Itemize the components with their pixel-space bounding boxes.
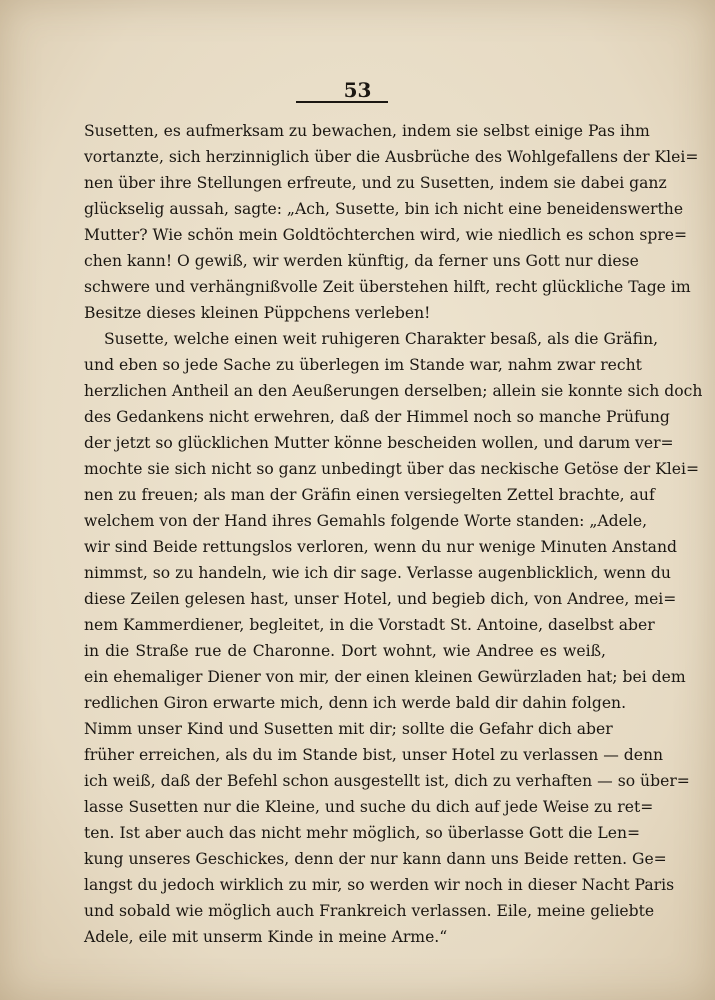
text-line: herzlichen Antheil an den Aeußerungen derselben; allein sie konnte sich doch xyxy=(84,382,703,400)
text-line: früher erreichen, als du im Stande bist, unser Hotel zu verlassen — denn xyxy=(84,746,664,764)
text-line: kung unseres Geschickes, denn der nur kann dann uns Beide retten. Ge= xyxy=(84,850,667,868)
text-line: langst du jedoch wirklich zu mir, so werden wir noch in dieser Nacht Paris xyxy=(84,876,675,894)
header-rule xyxy=(296,101,388,103)
text-line: lasse Susetten nur die Kleine, und suche du dich auf jede Weise zu ret= xyxy=(84,798,654,816)
text-line: ein ehemaliger Diener von mir, der einen kleinen Gewürzladen hat; bei dem xyxy=(84,668,686,686)
text-line: diese Zeilen gelesen hast, unser Hotel, und begieb dich, von Andree, mei= xyxy=(84,590,677,608)
text-line: Nimm unser Kind und Susetten mit dir; sollte die Gefahr dich aber xyxy=(84,720,613,738)
text-line: der jetzt so glücklichen Mutter könne bescheiden wollen, und darum ver= xyxy=(84,434,674,452)
text-line: Besitze dieses kleinen Püppchens verleben! xyxy=(84,304,431,322)
text-line: nen über ihre Stellungen erfreute, und zu Susetten, indem sie dabei ganz xyxy=(84,174,667,192)
text-line: glückselig aussah, sagte: „Ach, Susette, bin ich nicht eine beneidenswerthe xyxy=(84,200,684,218)
page-number: 53 xyxy=(343,78,372,102)
text-line: welchem von der Hand ihres Gemahls folgende Worte standen: „Adele, xyxy=(84,512,648,530)
text-line: Susette, welche einen weit ruhigeren Charakter besaß, als die Gräfin, xyxy=(104,330,659,348)
text-line: nimmst, so zu handeln, wie ich dir sage. Verlasse augenblicklich, wenn du xyxy=(84,564,671,582)
text-line: chen kann! O gewiß, wir werden künftig, da ferner uns Gott nur diese xyxy=(84,252,639,270)
text-line: und eben so jede Sache zu überlegen im Stande war, nahm zwar recht xyxy=(84,356,642,374)
text-line: und sobald wie möglich auch Frankreich verlassen. Eile, meine geliebte xyxy=(84,902,655,920)
text-line: Susetten, es aufmerksam zu bewachen, indem sie selbst einige Pas ihm xyxy=(84,122,650,140)
text-line: ich weiß, daß der Befehl schon ausgestellt ist, dich zu verhaften — so über= xyxy=(84,772,690,790)
text-line: des Gedankens nicht erwehren, daß der Himmel noch so manche Prüfung xyxy=(84,408,670,426)
text-line: nen zu freuen; als man der Gräfin einen versiegelten Zettel brachte, auf xyxy=(84,486,655,504)
text-line: in die Straße rue de Charonne. Dort wohnt, wie Andree es weiß, xyxy=(84,642,606,660)
text-line: mochte sie sich nicht so ganz unbedingt über das neckische Getöse der Klei= xyxy=(84,460,700,478)
text-line: vortanzte, sich herzinniglich über die Ausbrüche des Wohlgefallens der Klei= xyxy=(84,148,699,166)
text-line: schwere und verhängnißvolle Zeit überstehen hilft, recht glückliche Tage im xyxy=(84,278,691,296)
text-line: wir sind Beide rettungslos verloren, wenn du nur wenige Minuten Anstand xyxy=(84,538,677,556)
text-line: redlichen Giron erwarte mich, denn ich werde bald dir dahin folgen. xyxy=(84,694,627,712)
body-text xyxy=(84,118,703,950)
text-line: Mutter? Wie schön mein Goldtöchterchen wird, wie niedlich es schon spre= xyxy=(84,226,688,244)
text-line: Adele, eile mit unserm Kinde in meine Arme.“ xyxy=(84,928,448,946)
text-line: ten. Ist aber auch das nicht mehr möglich, so überlasse Gott die Len= xyxy=(84,824,641,842)
text-line: nem Kammerdiener, begleitet, in die Vorstadt St. Antoine, daselbst aber xyxy=(84,616,655,634)
